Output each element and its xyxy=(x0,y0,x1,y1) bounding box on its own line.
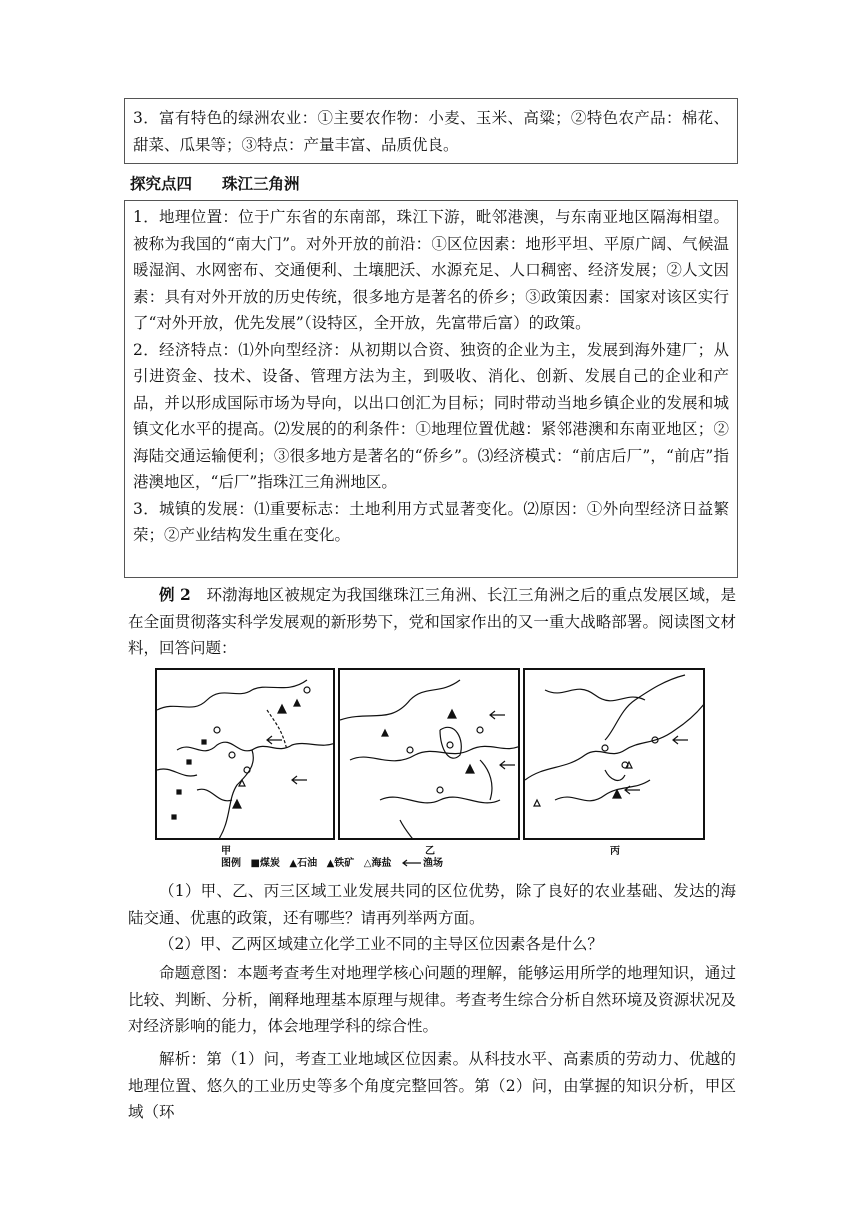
example-paragraph xyxy=(128,582,736,662)
legend-iron: ▲铁矿 xyxy=(326,858,355,869)
map-yi xyxy=(338,668,520,840)
content-box-pearl-river xyxy=(124,200,738,578)
content-box-oasis xyxy=(124,98,738,164)
map-yi-label: 乙 xyxy=(425,846,435,857)
map-jia-label: 甲 xyxy=(221,846,231,857)
legend-fishing-ground xyxy=(401,858,449,869)
map-jia-drawing xyxy=(157,670,335,840)
fish-arrow-icon xyxy=(401,859,423,867)
example-text: 环渤海地区被规定为我国继珠江三角洲、长江三角洲之后的重点发展区域，是在全面贯彻落实科学发展观的新形势下，党和国家作出的又一重大战略部署。阅读图文材料，回答问题： xyxy=(128,586,736,657)
legend-title: 图例 xyxy=(221,858,241,869)
map-jia xyxy=(155,668,335,840)
oasis-paragraph: 3．富有特色的绿洲农业：①主要农作物：小麦、玉米、高粱；②特色农产品：棉花、甜菜、瓜果等；③特点：产量丰富、品质优良。 xyxy=(133,109,729,154)
map-bing xyxy=(523,668,705,840)
map-bing-label: 丙 xyxy=(610,846,620,857)
question-2: （2）甲、乙两区域建立化学工业不同的主导区位因素各是什么？ xyxy=(159,935,603,953)
map-legend xyxy=(221,854,455,869)
location-paragraph: 1．地理位置：位于广东省的东南部，珠江下游，毗邻港澳，与东南亚地区隔海相望。被称为我国的“南大门”。对外开放的前沿：①区位因素：地形平坦、平原广阔、气候温暖湿润、水网密布、交通便利、土壤肥沃、水源充足、人口稠密、经济发展；②人文因素：具有对外开放的历史传统，很多地方是著名的侨乡；③政策因素：国家对该区实行了“对外开放，优先发展”（设特区，全开放，先富带后富）的政策。 xyxy=(133,208,729,332)
section-label: 探究点四 xyxy=(130,175,193,193)
analysis-paragraph: 解析：第（1）问，考查工业地域区位因素。从科技水平、高素质的劳动力、优越的地理位置、悠久的工业历史等多个角度完整回答。第（2）问，由掌握的知识分析，甲区域（环 xyxy=(128,1050,736,1121)
legend-coal: ■煤炭 xyxy=(250,858,280,869)
legend-fishing-label: 渔场 xyxy=(422,858,443,869)
question-1: （1）甲、乙、丙三区域工业发展共同的区位优势，除了良好的农业基础、发达的海陆交通、优惠的政策，还有哪些？请再列举两方面。 xyxy=(128,882,736,927)
maps-figure xyxy=(155,668,705,870)
example-label: 例 2 xyxy=(159,585,191,604)
map-bing-drawing xyxy=(525,670,705,840)
town-paragraph: 3．城镇的发展：⑴重要标志：土地利用方式显著变化。⑵原因：①外向型经济日益繁荣；②产业结构发生重在变化。 xyxy=(133,499,729,544)
legend-oil: ▲石油 xyxy=(289,858,318,869)
section-heading xyxy=(130,172,330,194)
intent-paragraph: 命题意图：本题考查考生对地理学核心问题的理解，能够运用所学的地理知识，通过比较、判断、分析，阐释地理基本原理与规律。考查考生综合分析自然环境及资源状况及对经济影响的能力，体会地理学科的综合性。 xyxy=(128,964,736,1035)
map-yi-drawing xyxy=(340,670,520,840)
legend-sea-salt: △海盐 xyxy=(363,858,392,869)
economy-paragraph: 2．经济特点：⑴外向型经济：从初期以合资、独资的企业为主，发展到海外建厂；从引进资金、技术、设备、管理方法为主，到吸收、消化、创新、发展自己的企业和产品，并以形成国际市场为导向，以出口创汇为目标；同时带动当地乡镇企业的发展和城镇文化水平的提高。⑵发展的的利条件：①地理位置优越：紧邻港澳和东南亚地区；②海陆交通运输便利；③很多地方是著名的“侨乡”。⑶经济模式：“前店后厂”，“前店”指港澳地区，“后厂”指珠江三角洲地区。 xyxy=(133,340,729,491)
section-title: 珠江三角洲 xyxy=(222,175,300,193)
